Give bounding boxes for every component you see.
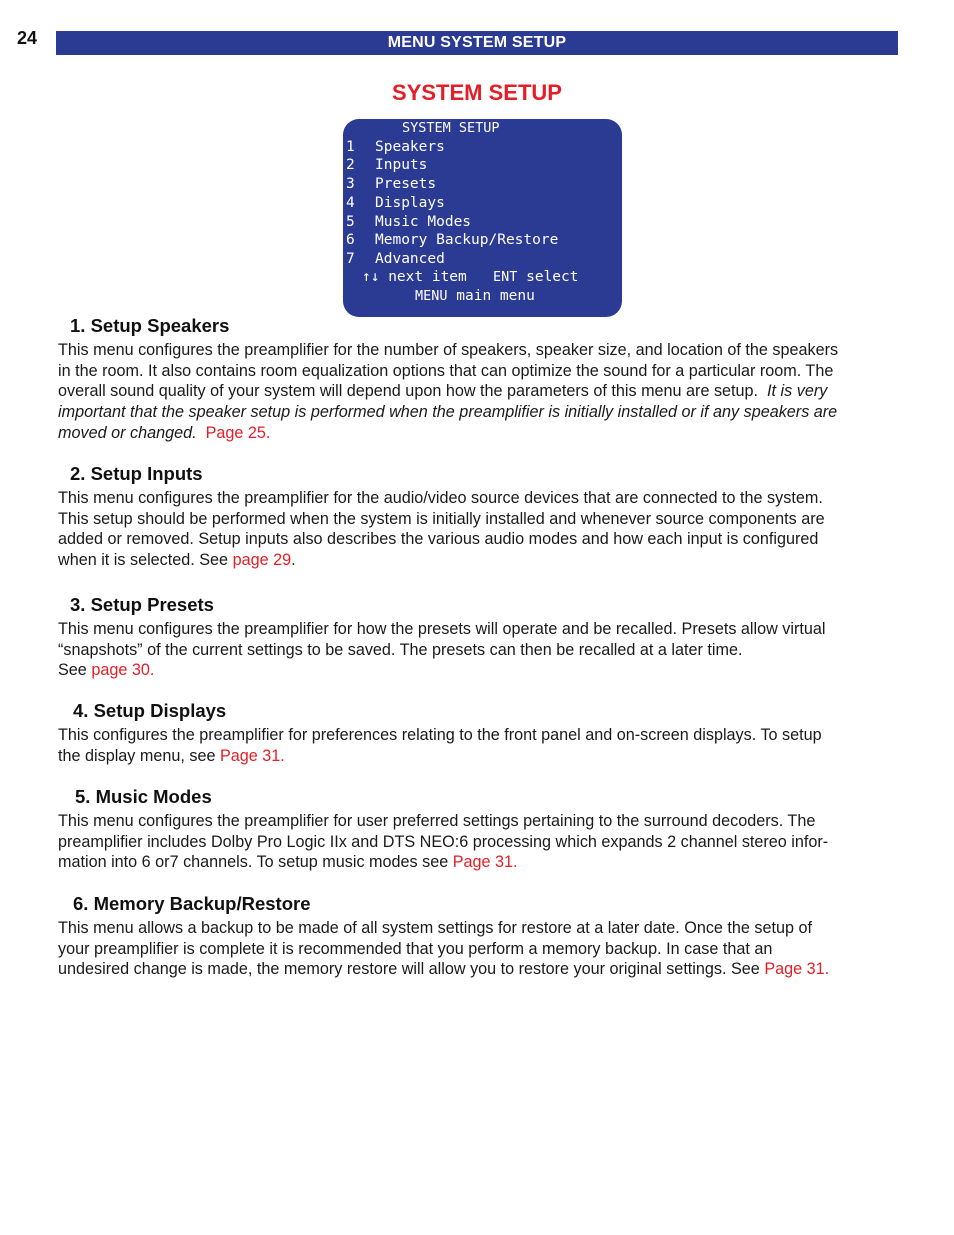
page-link[interactable]: Page 25. bbox=[205, 423, 271, 442]
osd-menu-screen bbox=[343, 119, 622, 317]
page-title: SYSTEM SETUP bbox=[392, 80, 562, 105]
section-heading: 2. Setup Inputs bbox=[70, 463, 203, 484]
section-heading: 4. Setup Displays bbox=[73, 700, 227, 721]
section-heading: 3. Setup Presets bbox=[70, 594, 214, 615]
section-body: This menu configures the preamplifier for user preferred settings pertaining to the surround decoders. The preamplifier includes Dolby Pro Logic IIx and DTS NEO:6 processing which expands 2 channel stereo infor- mation into 6 or7 channels. To setup music modes see Page 31. bbox=[58, 812, 829, 872]
osd-nav-hint: ↑↓ next item ENT select bbox=[362, 269, 579, 285]
page-link[interactable]: page 29 bbox=[232, 551, 292, 570]
section-body: This configures the preamplifier for preferences relating to the front panel and on-screen displays. To setup the display menu, see Page 31. bbox=[58, 726, 822, 765]
osd-title: SYSTEM SETUP bbox=[402, 120, 500, 136]
header-title: MENU SYSTEM SETUP bbox=[387, 34, 567, 51]
section-body: This menu configures the preamplifier for the audio/video source devices that are connected to the system. This setup should be performed when the system is initially installed and whenever source components are added or removed. Setup inputs also describes the various audio modes and how each input is configured when it is selected. See page 29. bbox=[58, 489, 825, 570]
page-link[interactable]: Page 31. bbox=[219, 746, 285, 765]
ent-key: ENT bbox=[492, 269, 518, 285]
osd-item: 1 Speakers bbox=[346, 138, 445, 155]
osd-item: 2 Inputs bbox=[346, 157, 428, 174]
section-body: This menu configures the preamplifier for how the presets will operate and be recalled. Presets allow virtual “snapshots” of the current settings to be saved. The presets can then be recalled at a later time. See page 30. bbox=[58, 620, 826, 680]
section-body: This menu configures the preamplifier for the number of speakers, speaker size, and location of the speakers in the room. It also contains room equalization options that can optimize the sound for a particular room. The overall sound quality of your system will depend upon how the parameters of this menu are setup. It is very important that the speaker setup is performed when the preamplifier is initially installed or if any speakers are moved or changed. Page 25. bbox=[58, 341, 839, 442]
page-number: 24 bbox=[17, 28, 38, 48]
menu-key: MENU bbox=[415, 288, 448, 304]
osd-item: 3 Presets bbox=[346, 176, 437, 193]
osd-item: 5 Music Modes bbox=[346, 213, 472, 230]
osd-item: 7 Advanced bbox=[346, 250, 445, 267]
page-link[interactable]: Page 31. bbox=[452, 853, 518, 872]
section-heading: 1. Setup Speakers bbox=[70, 315, 230, 336]
page-link[interactable]: Page 31. bbox=[764, 960, 830, 979]
osd-item: 4 Displays bbox=[346, 194, 445, 211]
section-heading: 6. Memory Backup/Restore bbox=[73, 893, 311, 914]
page-link[interactable]: page 30. bbox=[91, 661, 155, 680]
up-down-arrows-icon: ↑↓ bbox=[362, 269, 380, 285]
osd-item: 6 Memory Backup/Restore bbox=[346, 232, 559, 249]
section-heading: 5. Music Modes bbox=[75, 786, 212, 807]
section-body: This menu allows a backup to be made of all system settings for restore at a later date. Once the setup of your preamplifier is complete it is recommended that you perform a memory backup. In case that an undesired change is made, the memory restore will allow you to restore your original settings. See Page 31. bbox=[58, 919, 830, 979]
header-bar bbox=[56, 31, 898, 55]
osd-menu-hint: MENU main menu bbox=[415, 288, 535, 304]
